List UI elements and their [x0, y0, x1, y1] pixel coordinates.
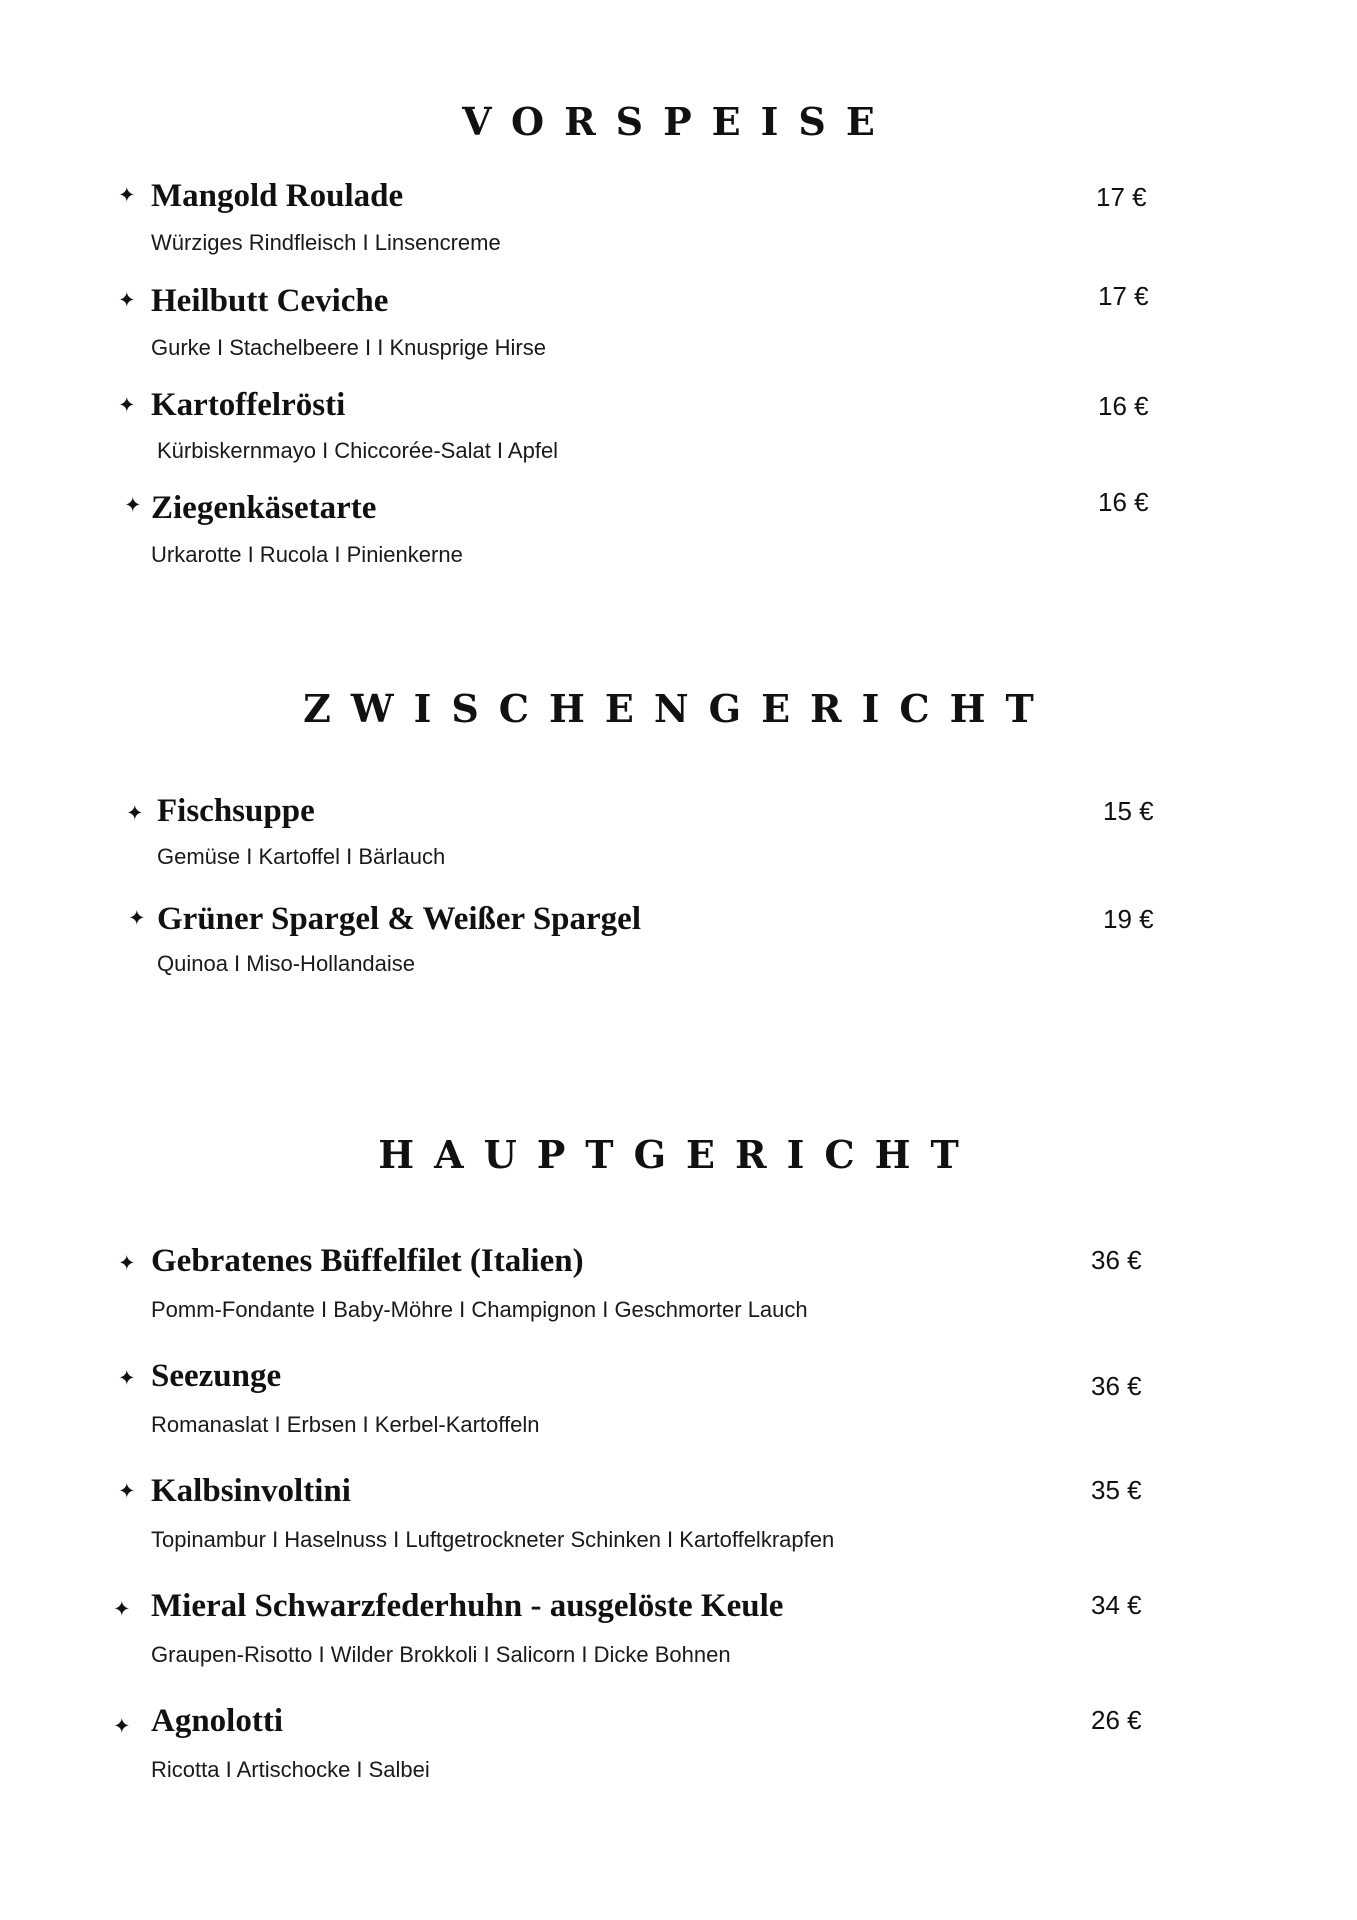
section-title-zwischengericht: ZWISCHENGERICHT: [303, 686, 1054, 731]
item-name: Kalbsinvoltini: [151, 1473, 351, 1509]
item-price: 16 €: [1098, 487, 1149, 517]
menu-item: [0, 180, 1357, 260]
item-description: Quinoa I Miso-Hollandaise: [157, 951, 416, 976]
item-name: Agnolotti: [151, 1703, 283, 1739]
four-point-star-icon: ✦: [128, 906, 146, 930]
item-price: 36 €: [1091, 1245, 1142, 1275]
four-point-star-icon: ✦: [124, 493, 142, 517]
section-title-hauptgericht: HAUPTGERICHT: [378, 1132, 979, 1177]
item-description: Kürbiskernmayo I Chiccorée-Salat I Apfel: [157, 438, 559, 463]
item-price: 34 €: [1091, 1590, 1142, 1620]
item-description: Würziges Rindfleisch I Linsencreme: [151, 230, 501, 255]
menu-item: [0, 795, 1357, 875]
four-point-star-icon: ✦: [113, 1597, 131, 1621]
menu-item: [0, 1475, 1357, 1555]
menu-item: [0, 1590, 1357, 1670]
four-point-star-icon: ✦: [118, 1251, 136, 1275]
item-name: Mieral Schwarzfederhuhn - ausgelöste Keule: [151, 1588, 784, 1624]
item-price: 17 €: [1098, 281, 1149, 311]
item-name: Ziegenkäsetarte: [151, 490, 377, 526]
item-price: 26 €: [1091, 1705, 1142, 1735]
item-name: Fischsuppe: [157, 793, 315, 829]
item-name: Seezunge: [151, 1358, 282, 1394]
item-price: 17 €: [1096, 182, 1147, 212]
item-name: Heilbutt Ceviche: [151, 283, 389, 319]
four-point-star-icon: ✦: [118, 393, 136, 417]
menu-item: [0, 1705, 1357, 1785]
item-description: Romanaslat I Erbsen I Kerbel-Kartoffeln: [151, 1412, 540, 1437]
item-price: 19 €: [1103, 904, 1154, 934]
item-description: Ricotta I Artischocke I Salbei: [151, 1757, 430, 1782]
item-name: Mangold Roulade: [151, 178, 404, 214]
item-name: Kartoffelrösti: [151, 387, 346, 423]
menu-item: [0, 281, 1357, 365]
four-point-star-icon: ✦: [118, 183, 136, 207]
menu-item: [0, 1360, 1357, 1440]
item-description: Gemüse I Kartoffel I Bärlauch: [157, 844, 446, 869]
four-point-star-icon: ✦: [126, 801, 144, 825]
item-price: 16 €: [1098, 391, 1149, 421]
item-description: Topinambur I Haselnuss I Luftgetrockneter Schinken I Kartoffelkrapfen: [151, 1527, 835, 1552]
four-point-star-icon: ✦: [118, 1366, 136, 1390]
menu-item: [0, 1245, 1357, 1325]
item-description: Urkarotte I Rucola I Pinienkerne: [151, 542, 463, 567]
menu-item: [0, 487, 1357, 572]
section-title-vorspeise: VORSPEISE: [462, 99, 895, 144]
item-name: Grüner Spargel & Weißer Spargel: [157, 901, 641, 937]
item-description: Gurke I Stachelbeere I I Knusprige Hirse: [151, 335, 546, 360]
item-price: 15 €: [1103, 796, 1154, 826]
item-price: 36 €: [1091, 1371, 1142, 1401]
item-price: 35 €: [1091, 1475, 1142, 1505]
menu-item: [0, 389, 1357, 469]
item-description: Graupen-Risotto I Wilder Brokkoli I Salicorn I Dicke Bohnen: [151, 1642, 731, 1667]
four-point-star-icon: ✦: [118, 288, 136, 312]
item-name: Gebratenes Büffelfilet (Italien): [151, 1243, 584, 1279]
four-point-star-icon: ✦: [113, 1714, 131, 1738]
item-description: Pomm-Fondante I Baby-Möhre I Champignon I Geschmorter Lauch: [151, 1297, 808, 1322]
menu-item: [0, 903, 1357, 983]
four-point-star-icon: ✦: [118, 1479, 136, 1503]
